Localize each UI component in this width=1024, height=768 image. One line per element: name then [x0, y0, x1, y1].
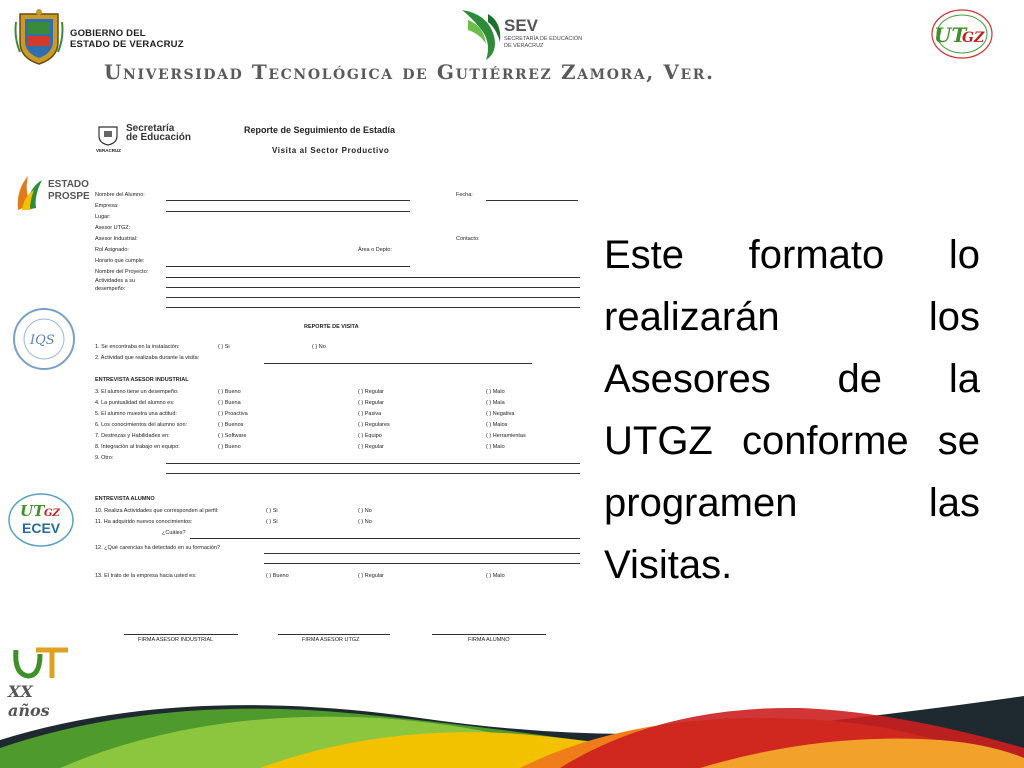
iqs-certification-logo	[10, 304, 78, 374]
industrial-question-4: 4. La puntualidad del alumno es:	[95, 400, 175, 406]
industrial-option-a-8: ( ) Bueno	[218, 444, 241, 450]
alumno-heading: ENTREVISTA ALUMNO	[95, 496, 155, 502]
svg-text:GZ: GZ	[962, 30, 985, 46]
industrial-option-a-5: ( ) Proactiva	[218, 411, 248, 417]
sev-acronym: SEV	[504, 16, 539, 35]
form-title: Reporte de Seguimiento de Estadía	[244, 125, 396, 135]
ecev-logo	[6, 490, 76, 552]
q11-option-no: ( ) No	[358, 519, 372, 525]
industrial-option-b-3: ( ) Regular	[358, 389, 384, 395]
industrial-option-c-4: ( ) Mala	[486, 400, 505, 406]
industrial-option-b-5: ( ) Pasiva	[358, 411, 382, 417]
field-contacto: Contacto:	[456, 236, 480, 242]
field-proyecto: Nombre del Proyecto:	[95, 269, 149, 275]
sev-line2: DE VERACRUZ	[504, 43, 544, 49]
field-actividades: Actividades a su	[95, 278, 136, 284]
utgz-emblem-icon	[926, 6, 996, 62]
q13-option-malo: ( ) Malo	[486, 573, 505, 579]
industrial-option-c-8: ( ) Malo	[486, 444, 505, 450]
industrial-heading: ENTREVISTA ASESOR INDUSTRIAL	[95, 377, 189, 383]
sign-alumno: FIRMA ALUMNO	[468, 637, 510, 643]
report-heading: REPORTE DE VISITA	[304, 324, 359, 330]
footer-waves-decoration	[0, 688, 1024, 768]
q1-option-no: ( ) No	[312, 344, 326, 350]
q11-option-si: ( ) Si	[266, 519, 278, 525]
sev-logo	[458, 6, 608, 62]
question-12: 12. ¿Qué carencias ha detectado en su formación?	[95, 545, 221, 551]
estado-flame-icon	[14, 170, 48, 212]
ut-anniversary-icon	[6, 644, 78, 684]
industrial-option-a-7: ( ) Software	[218, 433, 247, 439]
industrial-option-a-6: ( ) Buenos	[218, 422, 244, 428]
question-1: 1. Se encontraba en la instalación:	[95, 344, 180, 350]
estado-line2: PROSPE	[48, 191, 90, 202]
industrial-option-b-7: ( ) Equipo	[358, 433, 382, 439]
industrial-question-6: 6. Los conocimientos del alumno son:	[95, 422, 188, 428]
question-13: 13. El trato de la empresa hacia usted es:	[95, 573, 197, 579]
q13-option-regular: ( ) Regular	[358, 573, 384, 579]
field-asesor-utgz: Asesor UTGZ:	[95, 225, 131, 231]
question-10: 10. Realiza Actividades que corresponden al perfil:	[95, 508, 219, 514]
industrial-question-5: 5. El alumno muestra una actitud:	[95, 411, 177, 417]
ecev-label: ECEV	[22, 520, 61, 536]
svg-text:IQS: IQS	[30, 333, 55, 348]
field-nombre: Nombre del Alumno:	[95, 192, 145, 198]
sev-line1: SECRETARÍA DE EDUCACIÓN	[504, 36, 583, 42]
field-horario: Horario que cumple:	[95, 258, 145, 264]
industrial-question-3: 3. El alumno tiene un desempeño:	[95, 389, 179, 395]
sep-shield-icon	[96, 124, 120, 146]
question-11-cuales: ¿Cuáles?	[162, 530, 186, 536]
field-desempeno: desempeño:	[95, 286, 126, 292]
field-fecha: Fecha:	[456, 192, 473, 198]
industrial-option-a-4: ( ) Buena	[218, 400, 241, 406]
industrial-option-c-5: ( ) Negativa	[486, 411, 515, 417]
sep-line2: de Educación	[126, 132, 192, 143]
industrial-option-c-7: ( ) Herramientas	[486, 433, 526, 439]
sep-veracruz: VERACRUZ	[96, 148, 122, 153]
gobierno-line2: ESTADO DE VERACRUZ	[70, 39, 184, 50]
veracruz-seal-icon	[14, 8, 64, 66]
field-empresa: Empresa:	[95, 203, 119, 209]
form-subtitle: Visita al Sector Productivo	[272, 146, 390, 155]
iqs-seal-icon	[10, 304, 78, 374]
field-lugar: Lugar:	[95, 214, 111, 220]
industrial-option-b-6: ( ) Regulares	[358, 422, 390, 428]
field-asesor-industrial: Asesor Industrial:	[95, 236, 138, 242]
utgz-logo	[926, 6, 996, 62]
sign-asesor-industrial: FIRMA ASESOR INDUSTRIAL	[138, 637, 214, 643]
industrial-option-c-6: ( ) Malos	[486, 422, 508, 428]
industrial-option-b-4: ( ) Regular	[358, 400, 384, 406]
sep-line1: Secretaría	[126, 123, 175, 134]
industrial-option-a-3: ( ) Bueno	[218, 389, 241, 395]
field-area: Área o Depto:	[358, 247, 392, 253]
gobierno-veracruz-logo	[14, 8, 214, 66]
industrial-question-8: 8. Integración al trabajo en equipo:	[95, 444, 180, 450]
q10-option-si: ( ) Si	[266, 508, 278, 514]
q10-option-no: ( ) No	[358, 508, 372, 514]
question-9: 9. Otro:	[95, 455, 114, 461]
svg-text:UT: UT	[934, 23, 967, 47]
question-11: 11. Ha adquirido nuevos conocimientos:	[95, 519, 193, 525]
gobierno-line1: GOBIERNO DEL	[70, 28, 146, 39]
industrial-option-b-8: ( ) Regular	[358, 444, 384, 450]
field-rol: Rol Asignado:	[95, 247, 129, 253]
seguimiento-form-image	[90, 118, 590, 648]
svg-text:UT: UT	[20, 502, 45, 520]
sign-asesor-utgz: FIRMA ASESOR UTGZ	[302, 637, 360, 643]
q13-option-bueno: ( ) Bueno	[266, 573, 289, 579]
q1-option-si: ( ) Si	[218, 344, 230, 350]
university-title: Universidad Tecnológica de Gutiérrez Zamora, Ver.	[104, 60, 715, 84]
sev-leaf-icon	[458, 6, 504, 62]
question-2: 2. Actividad que realizaba durante la visita:	[95, 355, 200, 361]
industrial-option-c-3: ( ) Malo	[486, 389, 505, 395]
estado-line1: ESTADO	[48, 179, 89, 190]
xx-anos-label: XX años	[8, 682, 50, 720]
svg-text:GZ: GZ	[44, 508, 60, 519]
industrial-question-7: 7. Destrezas y Habilidades en:	[95, 433, 170, 439]
description-text: Este formato lo realizarán los Asesores de la UTGZ conforme se programen las Visitas.	[604, 233, 980, 587]
